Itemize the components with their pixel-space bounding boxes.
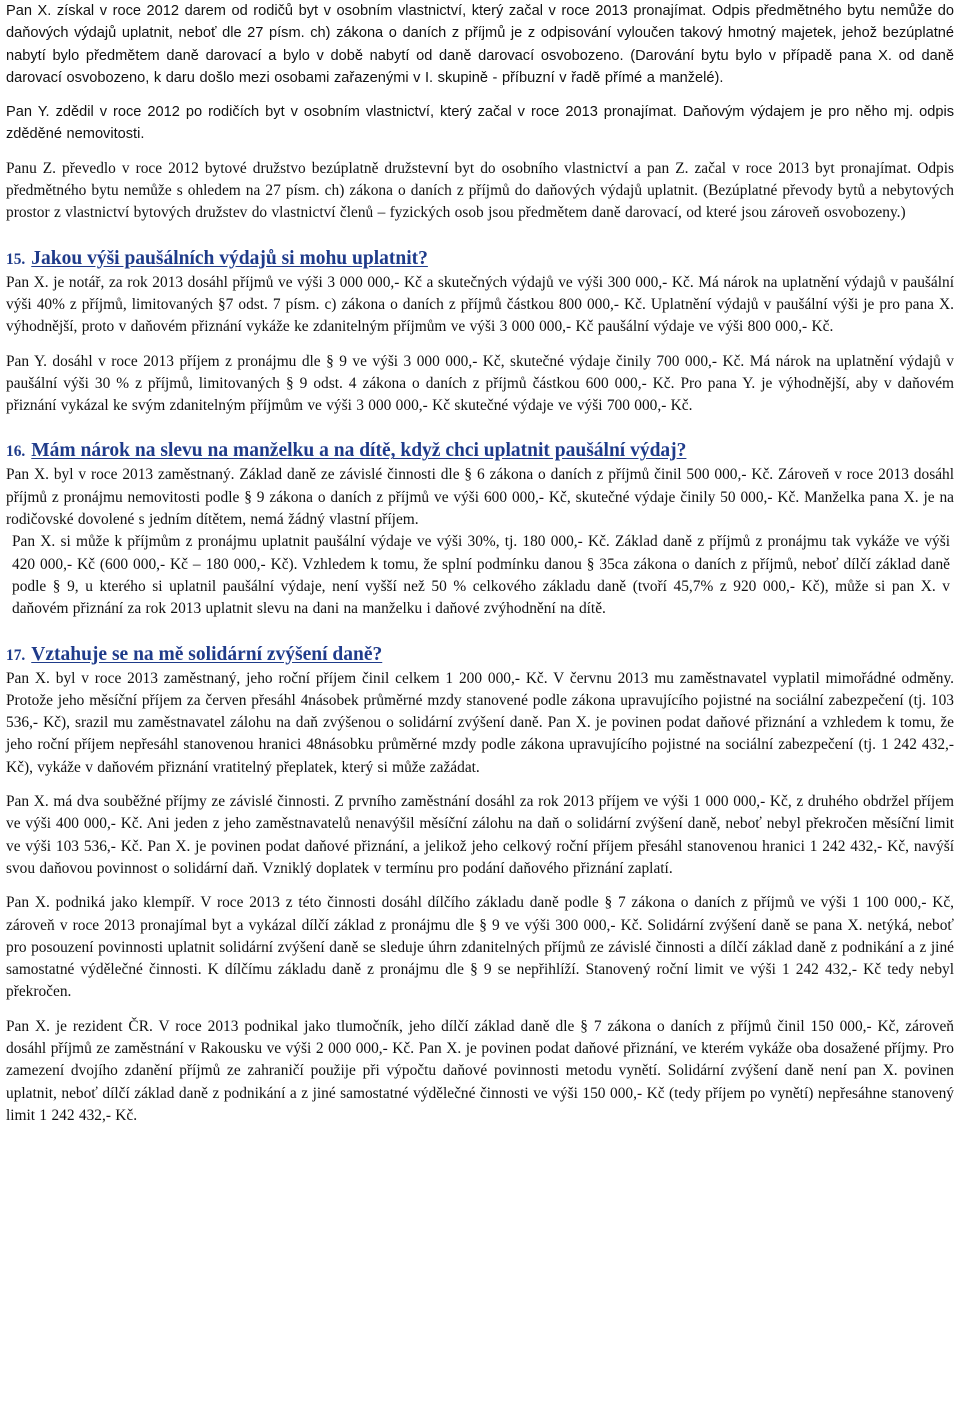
paragraph-inherited-apartment: Pan Y. zdědil v roce 2012 po rodičích byt v osobním vlastnictví, který začal v roce 2013 pronajímat. Daňovým výdajem je pro něho mj. odpis zděděné nemovitosti.: [6, 104, 954, 143]
question-15-answer-1: Pan X. je notář, za rok 2013 dosáhl příjmů ve výši 3 000 000,- Kč a skutečných výdajů ve výši 300 000,- Kč. Má nárok na uplatnění výdajů v paušální výši 40% z příjmů, limitovaných §7 odst. 7 písm. c) zákona o daních z příjmů částkou 800 000,- Kč. Uplatnění výdajů v paušální výši je pro pana X. výhodnější, proto v daňovém přiznání vykáže ke zdanitelným příjmům ve výši 3 000 000,- Kč paušální výdaje ve výši 800 000,- Kč.: [6, 273, 954, 336]
paragraph-cooperative-apartment: Panu Z. převedlo v roce 2012 bytové družstvo bezúplatně družstevní byt do osobního vlastnictví a pan Z. začal v roce 2013 byt pronajímat. Odpis předmětného bytu nemůže s ohledem na 27 písm. ch) zákona o daních z příjmů do daňových výdajů uplatnit. (Bezúplatné převody bytů a nebytových prostor z vlastnictví bytových družstev do vlastnictví členů – fyzických osob jsou předmětem daně darovací, od které jsou zároveň osvobozeny.): [6, 159, 954, 222]
question-17-heading: [6, 643, 954, 668]
question-16-answer-1: Pan X. byl v roce 2013 zaměstnaný. Základ daně ze závislé činnosti dle § 6 zákona o daních z příjmů činil 500 000,- Kč. Zároveň v roce 2013 dosáhl příjmů z pronájmu nemovitosti podle § 9 zákona o daních z příjmů ve výši 600 000,- Kč, skutečné výdaje činily 50 000,- Kč. Manželka pana X. je na rodičovské dovolené s jedním dítětem, nemá žádný vlastní příjem.: [6, 466, 954, 529]
question-17-answer-1: Pan X. byl v roce 2013 zaměstnaný, jeho roční příjem činil celkem 1 200 000,- Kč. V červnu 2013 mu zaměstnavatel vyplatil mimořádné odměny. Protože jeho měsíční příjem za červen přesáhl 4násobek průměrné mzdy stanovené podle zákona upravujícího pojistné na sociální zabezpečení (tj. 103 536,- Kč), srazil mu zaměstnavatel zálohu na daň zvýšenou o solidární zvýšení daně. Pan X. je povinen podat daňové přiznání a vzhledem k tomu, že jeho roční příjem nepřesáhl stanovenou hranici 48násobku průměrné mzdy podle zákona upravujícího pojistné na sociální zabezpečení (tj. 1 242 432,- Kč), vykáže v daňovém přiznání vratitelný přeplatek, který si může zažádat.: [6, 669, 954, 776]
question-17-answer-3: Pan X. podniká jako klempíř. V roce 2013 z této činnosti dosáhl dílčího základu daně podle § 7 zákona o daních z příjmů ve výši 1 100 000,- Kč, zároveň v roce 2013 pronajímal byt a vykázal dílčí základ z pronájmu dle § 9 ve výši 300 000,- Kč. Solidární zvýšení daně se pana X. netýká, neboť pro posouzení povinnosti uplatnit solidární zvýšení daně se sleduje úhrn zdanitelných příjmů ze závislé činnosti a dílčí základ daně z podnikání a z jiné samostatné výdělečné činnosti. K dílčímu základu daně z pronájmu dle § 9 se nepřihlíží. Stanovený roční limit ve výši 1 242 432,- Kč tedy nebyl překročen.: [6, 894, 954, 1001]
question-15-title[interactable]: Jakou výši paušálních výdajů si mohu uplatnit?: [31, 247, 428, 269]
question-16-number: 16.: [6, 443, 26, 461]
question-16-answer-2: Pan X. si může k příjmům z pronájmu uplatnit paušální výdaje ve výši 30%, tj. 180 000,- Kč. Základ daně z příjmů z pronájmu tak vykáže ve výši 420 000,- Kč (600 000,- Kč – 180 000,- Kč). Vzhledem k tomu, že splní podmínku danou § 35ca zákona o daních z příjmů, neboť dílčí základ daně podle § 9, u kterého si uplatnil paušální výdaje, není vyšší než 50 % celkového základu daně (tvoří 45,7% z 920 000,- Kč), může si pan X. v daňovém přiznání za rok 2013 uplatnit slevu na dani na manželku i daňové zvýhodnění na dítě.: [12, 533, 950, 618]
paragraph-gift-apartment: Pan X. získal v roce 2012 darem od rodičů byt v osobním vlastnictví, který začal v roce 2013 pronajímat. Odpis předmětného bytu nemůže do daňových výdajů uplatnit, neboť dle 27 písm. ch) zákona o daních z příjmů je z odpisování vyloučen takový hmotný majetek, jehož bezúplatné nabytí bylo předmětem daně darovací a bylo v době nabytí od daně darovací osvobozeno. (Darování bytu bylo v případě pana X. od daně darovací osvobozeno, k daru došlo mezi osobami zařazenými v I. skupině - příbuzní v řadě přímé a manželé).: [6, 3, 954, 86]
question-16-heading: [6, 439, 954, 464]
question-15-number: 15.: [6, 250, 26, 268]
question-17-title[interactable]: Vztahuje se na mě solidární zvýšení daně?: [31, 643, 383, 665]
question-17-answer-2: Pan X. má dva souběžné příjmy ze závislé činnosti. Z prvního zaměstnání dosáhl za rok 2013 příjem ve výši 1 000 000,- Kč, z druhého obdržel příjem ve výši 400 000,- Kč. Ani jeden z jeho zaměstnavatelů nenavýšil měsíční zálohu na daň o solidární zvýšení daně, neboť nebyl překročen měsíční limit ve výši 103 536,- Kč. Pan X. je povinen podat daňové přiznání, a jelikož jeho celkový roční příjem přesáhl stanovenou hranici 1 242 432,- Kč, navýší svou daňovou povinnost o solidární daň. Vzniklý doplatek v termínu pro podání daňového přiznání zaplatí.: [6, 793, 954, 877]
question-15-heading: [6, 247, 954, 272]
question-17-number: 17.: [6, 646, 26, 664]
question-16-title[interactable]: Mám nárok na slevu na manželku a na dítě, když chci uplatnit paušální výdaj?: [31, 440, 687, 462]
question-15-answer-2: Pan Y. dosáhl v roce 2013 příjem z pronájmu dle § 9 ve výši 3 000 000,- Kč, skutečné výdaje činily 700 000,- Kč. Má nárok na uplatnění výdajů v paušální výši 30 % z příjmů, limitovaných § 9 odst. 4 zákona o daních z příjmů částkou 600 000,- Kč. Pro pana Y. je výhodnější, aby v daňovém přiznání vykázal ke svým zdanitelným příjmům ve výši 3 000 000,- Kč skutečné výdaje ve výši 700 000,- Kč.: [6, 352, 954, 415]
question-17-answer-4: Pan X. je rezident ČR. V roce 2013 podnikal jako tlumočník, jeho dílčí základ daně dle § 7 zákona o daních z příjmů činil 150 000,- Kč, zároveň dosáhl příjmů ze zaměstnání v Rakousku ve výši 2 000 000,- Kč. Pan X. je povinen podat daňové přiznání, ve kterém vykáže oba dosažené příjmy. Pro zamezení dvojího zdanění příjmů ze zahraničí použije při výpočtu daňové povinnosti metodu vynětí. Solidární zvýšení daně není pan X. povinen uplatnit, neboť dílčí základ daně z podnikání a z jiné samostatné výdělečné činnosti ve výši 150 000,- Kč (tedy příjem po vynětí) nepřesáhne stanovený limit 1 242 432,- Kč.: [6, 1017, 954, 1124]
